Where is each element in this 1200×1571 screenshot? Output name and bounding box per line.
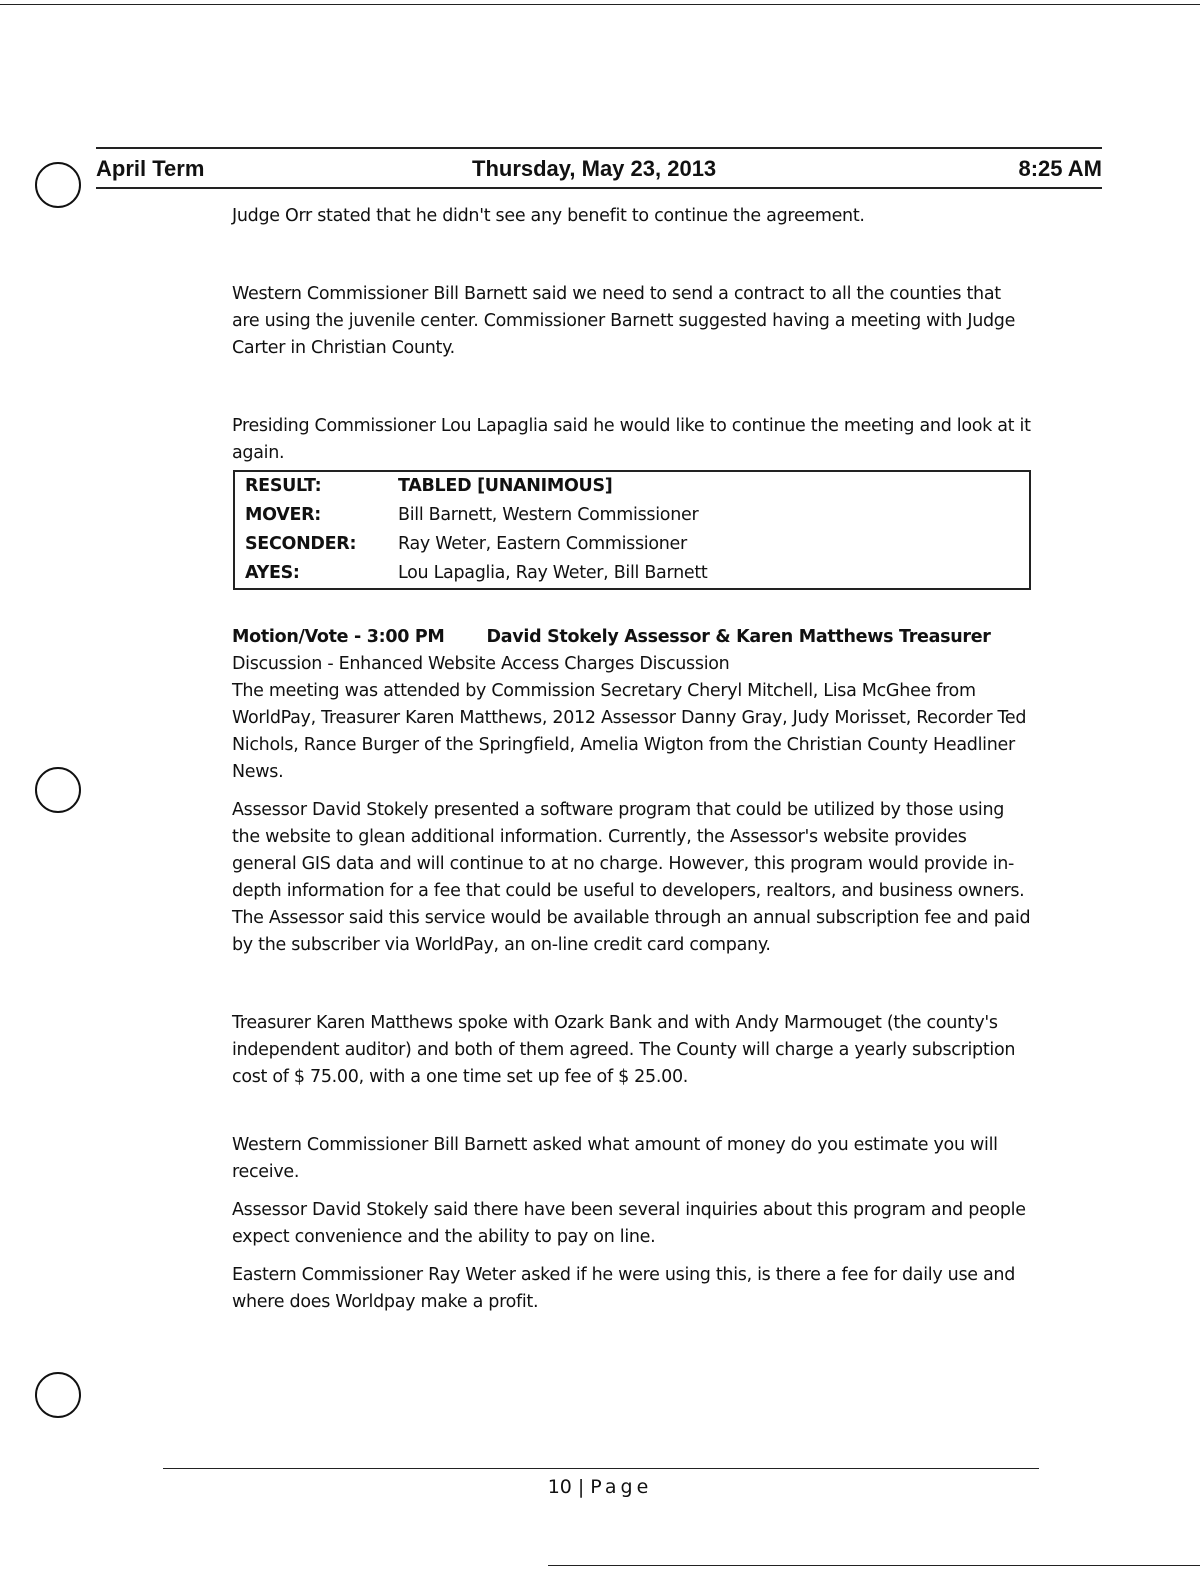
discussion-heading: Discussion - Enhanced Website Access Charges Discussion	[232, 654, 730, 674]
vote-row-seconder	[234, 530, 1030, 559]
motion-presenters: David Stokely Assessor & Karen Matthews Treasurer	[486, 627, 991, 647]
scan-top-edge	[0, 4, 1200, 5]
binder-hole	[35, 1372, 81, 1418]
motion-label: Motion/Vote - 3:00 PM	[232, 627, 445, 647]
vote-value: Bill Barnett, Western Commissioner	[398, 505, 699, 525]
vote-row-result	[234, 471, 1030, 501]
paragraph: Presiding Commissioner Lou Lapaglia said he would like to continue the meeting and look at it again.	[232, 416, 1031, 463]
binder-hole	[35, 767, 81, 813]
header-date: Thursday, May 23, 2013	[472, 156, 717, 181]
page-separator: |	[577, 1476, 585, 1498]
vote-value: TABLED [UNANIMOUS]	[398, 476, 613, 496]
page-number-value: 10	[547, 1476, 572, 1498]
footer-rule	[163, 1468, 1039, 1469]
vote-row-mover	[234, 501, 1030, 530]
paragraph: Western Commissioner Bill Barnett asked what amount of money do you estimate you will receive.	[232, 1135, 998, 1182]
paragraph: Western Commissioner Bill Barnett said we need to send a contract to all the counties that are using the juvenile center. Commissioner Barnett suggested having a meeting with Judge Carter in Christian County.	[232, 284, 1016, 358]
vote-label: RESULT:	[245, 476, 322, 496]
header-time: 8:25 AM	[1018, 156, 1102, 181]
page-word: Page	[590, 1476, 653, 1498]
vote-label: AYES:	[245, 563, 300, 583]
binder-hole	[35, 162, 81, 208]
vote-value: Ray Weter, Eastern Commissioner	[398, 534, 687, 554]
paragraph: Judge Orr stated that he didn't see any benefit to continue the agreement.	[232, 206, 865, 226]
motion-heading	[232, 624, 1032, 651]
paragraph: Assessor David Stokely presented a software program that could be utilized by those using the website to glean additional information. Currently, the Assessor's website provides general GIS data and will continue to at no charge. However, this program would provide in-depth information for a fee that could be useful to developers, realtors, and business owners. The Assessor said this service would be available through an annual subscription fee and paid by the subscriber via WorldPay, an on-line credit card company.	[232, 800, 1031, 955]
scan-bottom-edge	[548, 1565, 1200, 1566]
paragraph: The meeting was attended by Commission Secretary Cheryl Mitchell, Lisa McGhee from WorldPay, Treasurer Karen Matthews, 2012 Assessor Danny Gray, Judy Morisset, Recorder Ted Nichols, Rance Burger of the Springfield, Amelia Wigton from the Christian County Headliner News.	[232, 681, 1027, 782]
paragraph: Assessor David Stokely said there have been several inquiries about this program and people expect convenience and the ability to pay on line.	[232, 1200, 1026, 1247]
minutes-body	[232, 203, 1032, 1316]
page-number	[0, 1476, 1200, 1498]
page-header	[96, 147, 1102, 189]
vote-label: SECONDER:	[245, 534, 357, 554]
vote-result-table	[233, 470, 1031, 590]
header-term: April Term	[96, 156, 205, 181]
paragraph: Eastern Commissioner Ray Weter asked if he were using this, is there a fee for daily use and where does Worldpay make a profit.	[232, 1265, 1016, 1312]
vote-row-ayes	[234, 559, 1030, 589]
paragraph: Treasurer Karen Matthews spoke with Ozark Bank and with Andy Marmouget (the county's independent auditor) and both of them agreed. The County will charge a yearly subscription cost of $ 75.00, with a one time set up fee of $ 25.00.	[232, 1013, 1016, 1087]
vote-value: Lou Lapaglia, Ray Weter, Bill Barnett	[398, 563, 708, 583]
vote-label: MOVER:	[245, 505, 321, 525]
